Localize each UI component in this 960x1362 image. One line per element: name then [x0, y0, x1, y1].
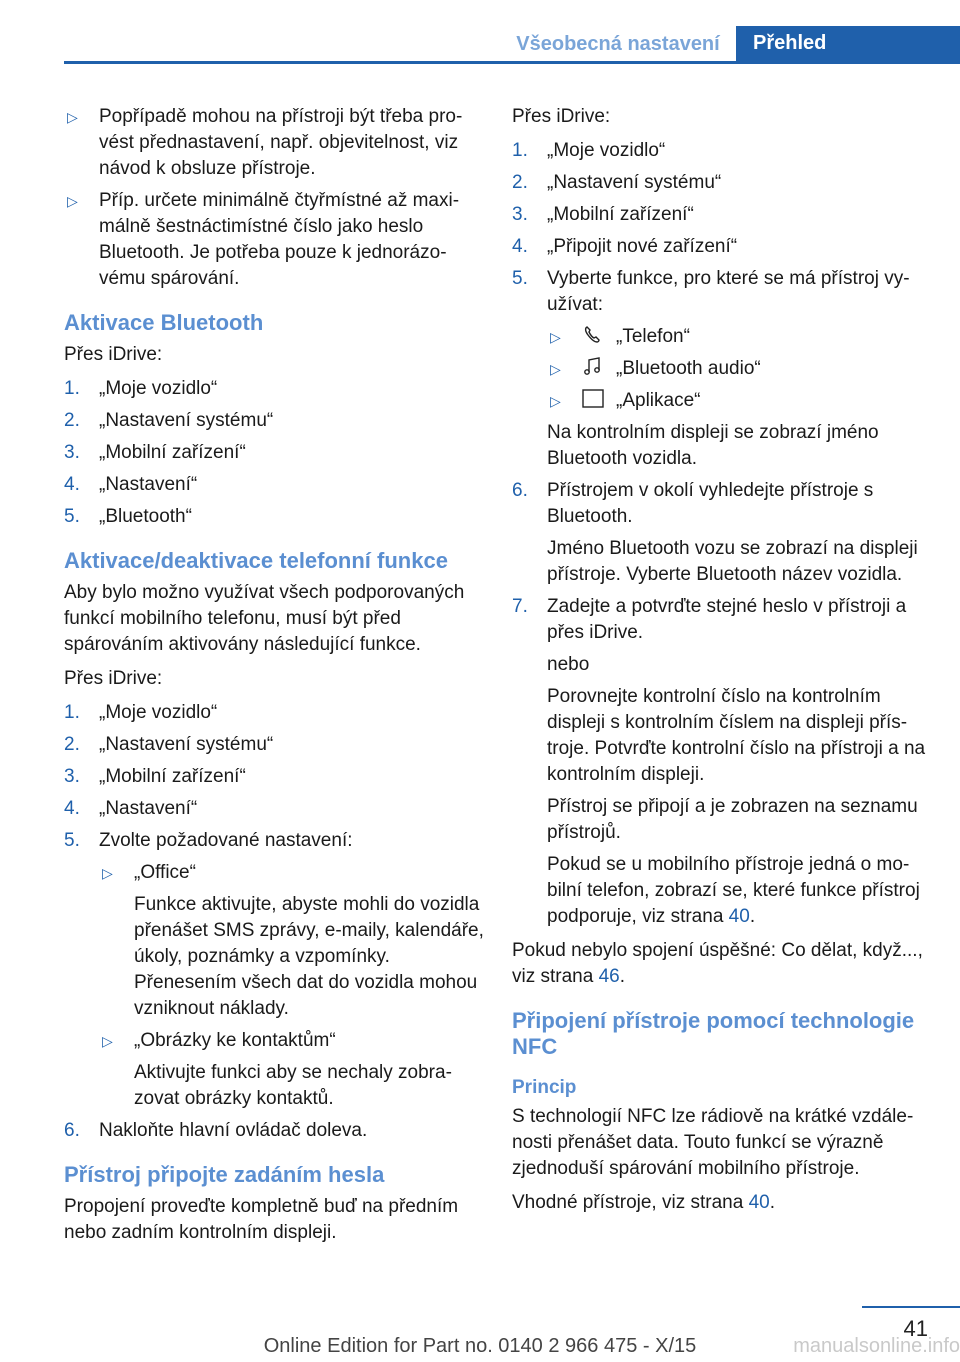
intro-bullet-list	[64, 104, 484, 292]
pairing-steps	[512, 138, 932, 930]
list-item: 3. „Mobilní zařízení“	[512, 204, 694, 225]
page-link-46[interactable]: 46	[598, 966, 620, 987]
bluetooth-steps	[64, 376, 484, 530]
header-rule	[64, 61, 960, 64]
list-item: 4. „Nastavení“	[64, 474, 198, 495]
music-note-icon	[582, 357, 604, 377]
list-item: 1. „Moje vozidlo“	[64, 702, 218, 723]
list-item: ▷ „Obrázky ke kontaktům“ Aktivujte funkci aby se nechaly zobrazovat obrázky kontaktů.	[102, 1030, 452, 1109]
list-item: ▷ „Office“ Funkce aktivujte, abyste mohli do vozidla přenášet SMS zprávy, e-maily, kalendáře, úkoly, poznámky a vzpomínky. Přenesením všech dat do vozidla mohou vzniknout náklady.	[102, 862, 484, 1019]
principle-heading: Princip	[512, 1077, 577, 1098]
page-link-40[interactable]: 40	[748, 1192, 770, 1213]
password-paragraph: Propojení proveďte kompletně buď na předním nebo zadním kontrolním displeji.	[64, 1196, 459, 1243]
bullet-triangle-icon: ▷	[102, 1033, 113, 1049]
connection-failed-text: Pokud nebylo spojení úspěšné: Co dělat, když..., viz strana 46.	[512, 940, 923, 987]
header-tab: Přehled	[736, 26, 960, 62]
principle-paragraph: S technologií NFC lze rádiově na krátké vzdálenosti přenášet data. Touto funkcí se výrazně zjednoduší spárování mobilního přístroje.	[512, 1106, 914, 1179]
nfc-heading: Připojení přístroje pomocí technologie NFC	[512, 1008, 915, 1059]
list-item: 3. „Mobilní zařízení“	[64, 442, 246, 463]
list-item: 6. Nakloňte hlavní ovládač doleva.	[64, 1120, 368, 1141]
list-item: 4. „Připojit nové zařízení“	[512, 236, 738, 257]
list-item: 1. „Moje vozidlo“	[64, 378, 218, 399]
telephone-functions-heading: Aktivace/deaktivace telefonní funkce	[64, 548, 448, 573]
list-item: ▷ „Telefon“	[547, 324, 932, 350]
left-column	[64, 104, 484, 1254]
right-column	[512, 104, 932, 1224]
list-item: 2. „Nastavení systému“	[512, 172, 722, 193]
bullet-triangle-icon: ▷	[102, 865, 113, 881]
bluetooth-heading: Aktivace Bluetooth	[64, 310, 264, 335]
page-link-40[interactable]: 40	[728, 906, 750, 927]
bullet-triangle-icon: ▷	[67, 193, 78, 209]
telephone-functions-paragraph: Aby bylo možno využívat všech podporovaných funkcí mobilního telefonu, musí být před spárováním aktivovány následující funkce.	[64, 582, 465, 655]
right-via-text: Přes iDrive:	[512, 106, 611, 127]
telephone-via-text: Přes iDrive:	[64, 668, 163, 689]
list-item: 5. „Bluetooth“	[64, 506, 192, 527]
list-item: ▷ „Bluetooth audio“	[547, 356, 932, 382]
bullet-triangle-icon: ▷	[550, 329, 561, 345]
list-item: 4. „Nastavení“	[64, 798, 198, 819]
phone-icon	[582, 325, 604, 345]
page-number-rule	[862, 1306, 960, 1308]
telephone-steps	[64, 700, 484, 1144]
list-item: 1. „Moje vozidlo“	[512, 140, 666, 161]
list-item: 7. Zadejte a potvrďte stejné heslo v přístroji a přes iDrive. nebo Porovnejte kontrolní číslo na kontrolním displeji s kontrolním číslem na displeji přístroje. Potvrďte kontrolní číslo na přístroji a na kontrolním displeji. Přístroj se připojí a je zobrazen na seznamu přístrojů. Pokud se u mobilního přístroje jedná o mobilní telefon, zobrazí se, které funkce přístroj podporuje, viz strana 40.	[512, 596, 926, 927]
suitable-devices-text: Vhodné přístroje, viz strana 40.	[512, 1192, 775, 1213]
bluetooth-via-text: Přes iDrive:	[64, 344, 163, 365]
watermark: manualsonline.info	[793, 1335, 960, 1357]
password-heading: Přístroj připojte zadáním hesla	[64, 1162, 385, 1187]
list-item: 3. „Mobilní zařízení“	[64, 766, 246, 787]
bullet-triangle-icon: ▷	[67, 109, 78, 125]
footer-edition-text: Online Edition for Part no. 0140 2 966 475 - X/15	[263, 1335, 697, 1357]
list-item: 5. Zvolte požadované nastavení: ▷ „Office“ Funkce aktivujte, abyste mohli do vozidla přenášet SMS zprávy, e-maily, kalendáře, úkoly, poznámky a vzpomínky. Přenesením všech dat do vozidla mohou vzniknout náklady. ▷ „Obrázky ke kontaktům“ Aktivujte funkci aby se nechaly zobrazovat obrázky kontaktů.	[64, 828, 484, 1112]
list-item: 6. Přístrojem v okolí vyhledejte přístroje s Bluetooth. Jméno Bluetooth vozu se zobrazí na displeji přístroje. Vyberte Bluetooth název vozidla.	[512, 480, 918, 585]
setting-options	[99, 860, 484, 1112]
list-item: ▷ Popřípadě mohou na přístroji být třeba provést přednastavení, např. objevitelnost, viz návod k obsluze přístroje.	[67, 106, 463, 179]
list-item: ▷ Příp. určete minimálně čtyřmístné až maximálně šestnáctimístné číslo jako heslo Bluetooth. Je potřeba pouze k jednorázovému spárování.	[67, 190, 460, 289]
header-section-title: Všeobecná nastavení	[516, 33, 720, 55]
function-options	[547, 324, 932, 414]
list-item: 2. „Nastavení systému“	[64, 734, 274, 755]
page-number: 41	[903, 1316, 928, 1341]
list-item: ▷ „Aplikace“	[547, 388, 932, 414]
app-screen-icon	[582, 389, 604, 409]
bullet-triangle-icon: ▷	[550, 361, 561, 377]
list-item: 2. „Nastavení systému“	[64, 410, 274, 431]
list-item: 5. Vyberte funkce, pro které se má přístroj využívat: ▷ „Telefon“ ▷ „Bluetooth audio“ ▷ „Aplikace“ Na kontrolním displeji se zobrazí jméno Bluetooth vozidla.	[512, 266, 932, 472]
bullet-triangle-icon: ▷	[550, 393, 561, 409]
